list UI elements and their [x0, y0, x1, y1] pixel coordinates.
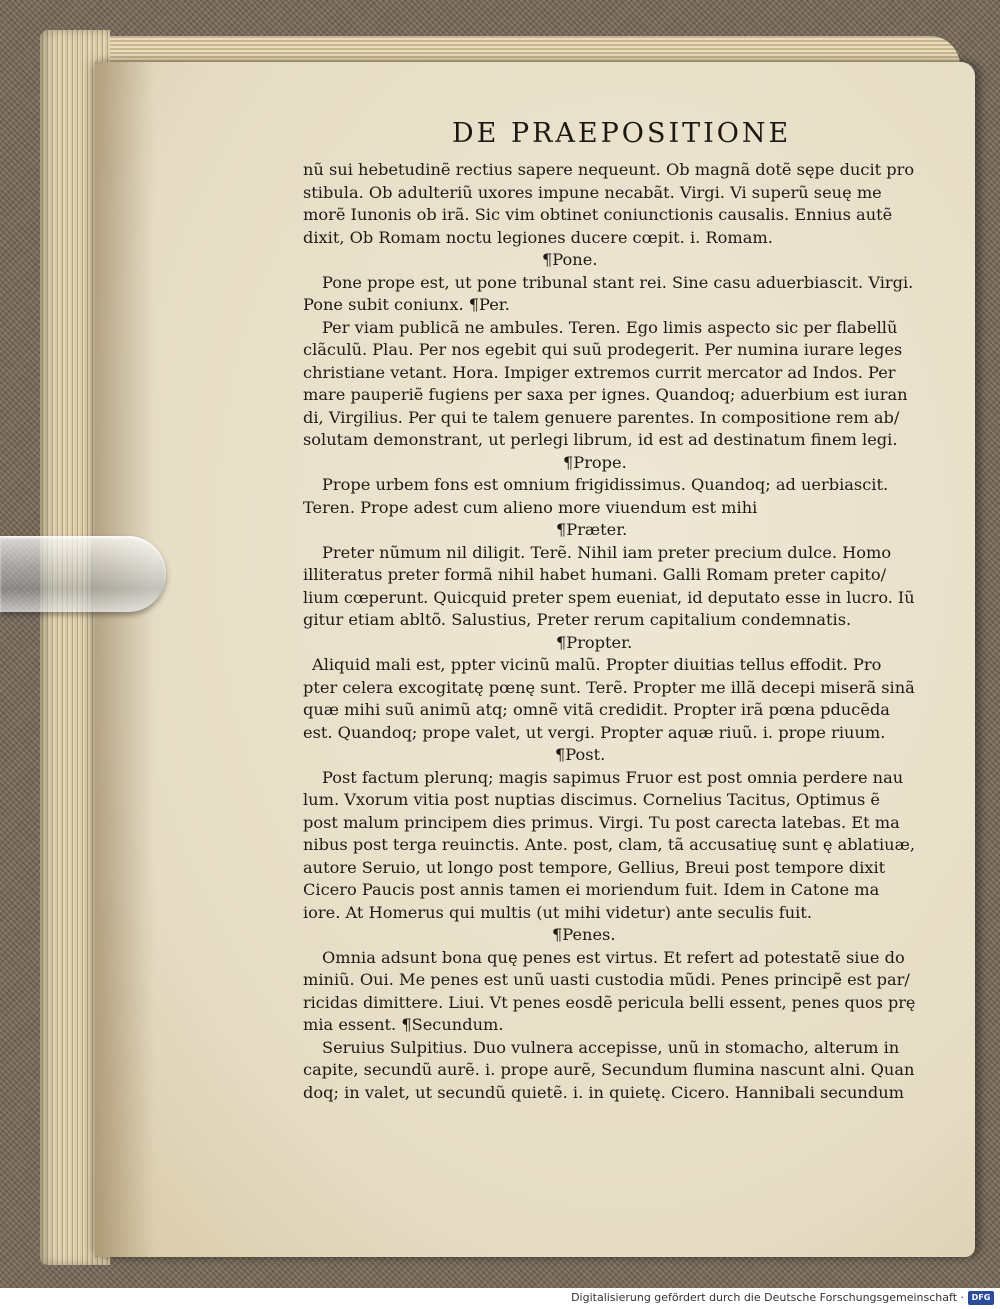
text-line: iore. At Homerus qui multis (ut mihi videtur) ante seculis fuit. — [303, 902, 812, 922]
text-line: gitur etiam abltõ. Salustius, Preter rerum capitalium condemnatis. — [303, 610, 852, 629]
text-line: nibus post terga reuinctis. Ante. post, clam, tã accusatiuę sunt ę ablatiuæ, — [303, 835, 915, 854]
text-line: christiane vetant. Hora. Impiger extremos currit mercator ad Indos. Per — [303, 362, 896, 382]
gutter-shadow — [95, 62, 155, 1257]
text-line: nũ sui hebetudinẽ rectius sapere nequeunt. Ob magnã dotẽ sępe ducit pro — [303, 160, 915, 179]
text-line: Pone subit coniunx. ¶Per. — [303, 295, 510, 314]
section-heading: ¶Præter. — [556, 520, 628, 539]
text-line: Preter nũmum nil diligit. Terẽ. Nihil iam preter precium dulce. Homo — [322, 542, 892, 562]
text-line: miniũ. Oui. Me penes est unũ uasti custodia mũdi. Penes principẽ est par/ — [303, 970, 910, 989]
text-line: Omnia adsunt bona quę penes est virtus. Et refert ad potestatẽ siue do — [322, 947, 905, 967]
text-line: lium cœperunt. Quicquid preter spem eueniat, id deputato esse in lucro. Iũ — [303, 587, 915, 607]
running-head: DE PRAEPOSITIONE — [452, 118, 792, 149]
text-line: Per viam publicã ne ambules. Teren. Ego limis aspecto sic per flabellũ — [322, 317, 898, 337]
text-line: mia essent. ¶Secundum. — [303, 1015, 504, 1034]
text-line: illiteratus preter formã nihil habet humani. Galli Romam preter capito/ — [303, 565, 887, 584]
text-line: Teren. Prope adest cum alieno more viuendum est mihi — [303, 497, 758, 517]
text-line: solutam demonstrant, ut perlegi librum, id est ad destinatum finem legi. — [303, 430, 898, 449]
text-line: capite, secundũ aurẽ. i. prope aurẽ, Secundum flumina nascunt alni. Quan — [303, 1060, 915, 1079]
section-heading: ¶Penes. — [552, 925, 616, 944]
footer-bar — [0, 1288, 1000, 1309]
text-line: lum. Vxorum vitia post nuptias discimus. Cornelius Tacitus, Optimus ẽ — [303, 790, 880, 809]
text-line: pter celera excogitatę pœnę sunt. Terẽ. Propter me illã decepi miserã sinã — [303, 677, 915, 697]
section-heading: ¶Propter. — [556, 632, 633, 652]
section-heading: ¶Prope. — [563, 452, 627, 472]
text-line: Pone prope est, ut pone tribunal stant rei. Sine casu aduerbiascit. Virgi. — [322, 272, 914, 292]
text-line: autore Seruio, ut longo post tempore, Gellius, Breui post tempore dixit — [303, 857, 886, 877]
text-line: di, Virgilius. Per qui te talem genuere parentes. In compositione rem ab/ — [303, 407, 900, 427]
funding-notice: Digitalisierung gefördert durch die Deutsche Forschungsgemeinschaft · — [571, 1291, 964, 1304]
text-line: stibula. Ob adulteriũ uxores impune necabãt. Virgi. Vi superũ seuę me — [303, 182, 882, 202]
text-line: post malum principem dies primus. Virgi. Tu post carecta latebas. Et ma — [303, 812, 900, 832]
text-line: Seruius Sulpitius. Duo vulnera accepisse, unũ in stomacho, alterum in — [322, 1037, 900, 1057]
text-line: Cicero Paucis post annis tamen ei moriendum fuit. Idem in Catone ma — [303, 880, 880, 899]
text-line: morẽ Iunonis ob irã. Sic vim obtinet coniunctionis causalis. Ennius autẽ — [303, 205, 893, 224]
text-line: mare pauperiẽ fugiens per saxa per ignes. Quandoq; aduerbium est iuran — [303, 385, 908, 404]
dfg-logo-icon: DFG — [968, 1291, 994, 1305]
text-line: quæ mihi suũ animũ atq; omnẽ vitã credidit. Propter irã pœna pducẽda — [303, 700, 890, 719]
text-line: clãculũ. Plau. Per nos egebit qui suũ prodegerit. Per numina iurare leges — [303, 340, 903, 359]
glass-page-weight — [0, 536, 166, 612]
text-line: ricidas dimittere. Liui. Vt penes eosdẽ pericula belli essent, penes quos prę — [303, 992, 916, 1012]
section-heading: ¶Pone. — [542, 250, 598, 269]
text-line: doq; in valet, ut secundũ quietẽ. i. in quietę. Cicero. Hannibali secundum — [303, 1082, 904, 1102]
text-line: est. Quandoq; prope valet, ut vergi. Propter aquæ riuũ. i. prope riuum. — [303, 722, 886, 742]
text-line: Post factum plerunq; magis sapimus Fruor est post omnia perdere nau — [322, 767, 904, 787]
text-line: Aliquid mali est, ppter vicinũ malũ. Propter diuitias tellus effodit. Pro — [312, 655, 882, 674]
section-heading: ¶Post. — [555, 745, 606, 764]
text-line: Prope urbem fons est omnium frigidissimus. Quandoq; ad uerbiascit. — [322, 475, 889, 494]
text-line: dixit, Ob Romam noctu legiones ducere cœpit. i. Romam. — [303, 227, 773, 247]
